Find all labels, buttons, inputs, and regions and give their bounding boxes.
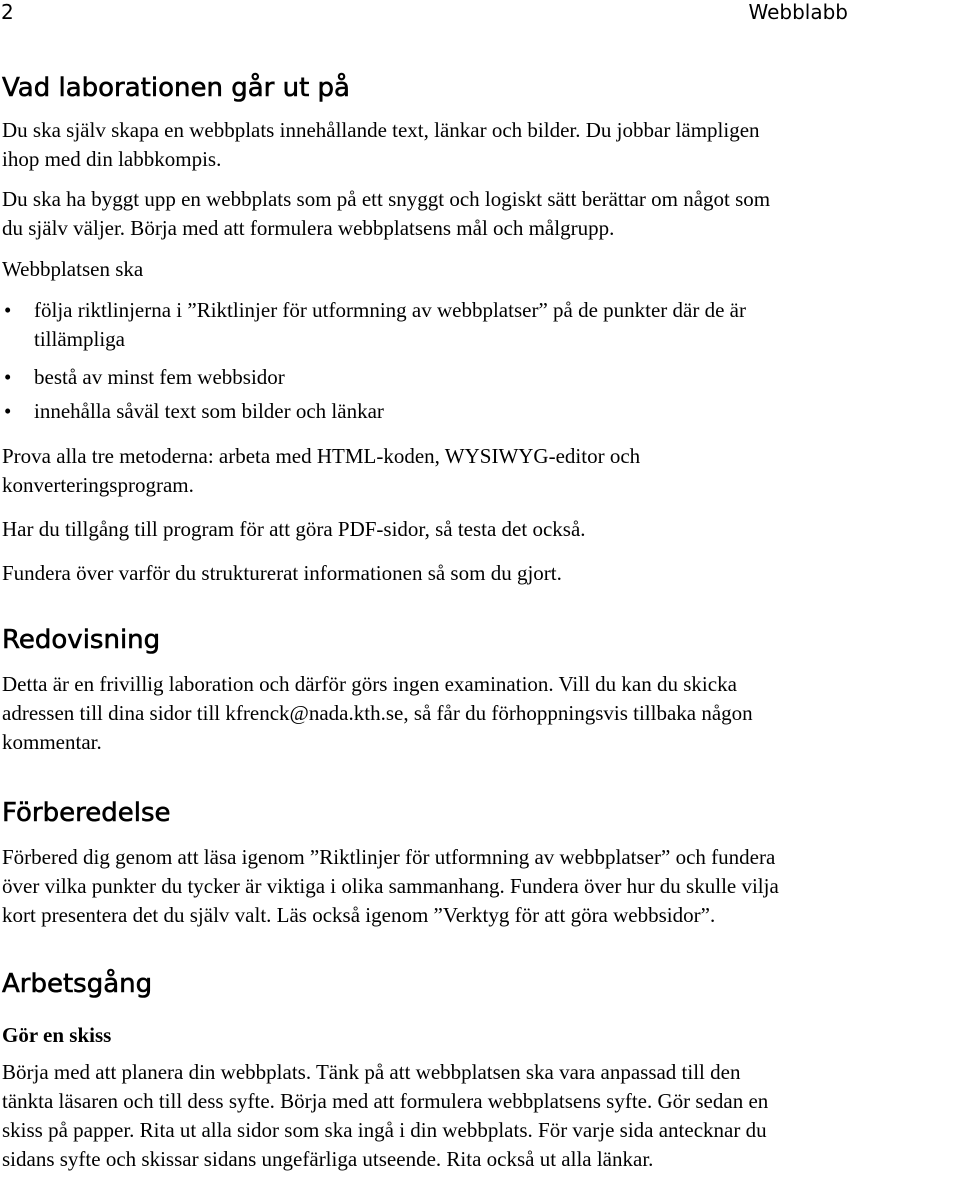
list-item-text: innehålla såväl text som bilder och länkar [34, 399, 384, 423]
bullet-icon: • [4, 298, 12, 322]
list-item-text: följa riktlinjerna i ”Riktlinjer för utformning av webbplatser” på de punkter där de är tillämpliga [34, 298, 747, 351]
paragraph-intro-4: Prova alla tre metoderna: arbeta med HTML-koden, WYSIWYG-editor och konverteringsprogram. [2, 444, 641, 497]
paragraph-redovisning: Detta är en frivillig laboration och därför görs ingen examination. Vill du kan du skicka adressen till dina sidor till kfrenck@nada.kth.se, så får du förhoppningsvis tillbaka någon kommentar. [2, 672, 753, 754]
section-heading-intro: Vad laborationen går ut på [2, 73, 350, 103]
paragraph-intro-5: Har du tillgång till program för att göra PDF-sidor, så testa det också. [2, 517, 586, 541]
subheading-gor-en-skiss: Gör en skiss [2, 1023, 112, 1047]
section-heading-forberedelse: Förberedelse [2, 798, 171, 828]
bullet-icon: • [4, 399, 12, 423]
section-heading-arbetsgang: Arbetsgång [2, 969, 153, 999]
paragraph-intro-6: Fundera över varför du strukturerat informationen så som du gjort. [2, 561, 562, 585]
running-title: Webblabb [748, 0, 848, 24]
paragraph-arbetsgang: Börja med att planera din webbplats. Tänk på att webbplatsen ska vara anpassad till den tänkta läsaren och till dess syfte. Börja med att formulera webbplatsens syfte. Gör sedan en skiss på papper. Rita ut alla sidor som ska ingå i din webbplats. För varje sida antecknar du sidans syfte och skissar sidans ungefärliga utseende. Rita också ut alla länkar. [2, 1060, 769, 1171]
paragraph-forberedelse: Förbered dig genom att läsa igenom ”Riktlinjer för utformning av webbplatser” och fundera över vilka punkter du tycker är viktiga i olika sammanhang. Fundera över hur du skulle vilja kort presentera det du själv valt. Läs också igenom ”Verktyg för att göra webbsidor”. [2, 845, 779, 927]
bullet-icon: • [4, 365, 12, 389]
paragraph-intro-3: Webbplatsen ska [2, 257, 144, 281]
list-item-text: bestå av minst fem webbsidor [34, 365, 285, 389]
section-heading-redovisning: Redovisning [2, 625, 161, 655]
page-number: 2 [1, 0, 14, 24]
paragraph-intro-1: Du ska själv skapa en webbplats innehållande text, länkar och bilder. Du jobbar lämpligen ihop med din labbkompis. [2, 118, 760, 171]
paragraph-intro-2: Du ska ha byggt upp en webbplats som på ett snyggt och logiskt sätt berättar om något som du själv väljer. Börja med att formulera webbplatsens mål och målgrupp. [2, 187, 771, 240]
